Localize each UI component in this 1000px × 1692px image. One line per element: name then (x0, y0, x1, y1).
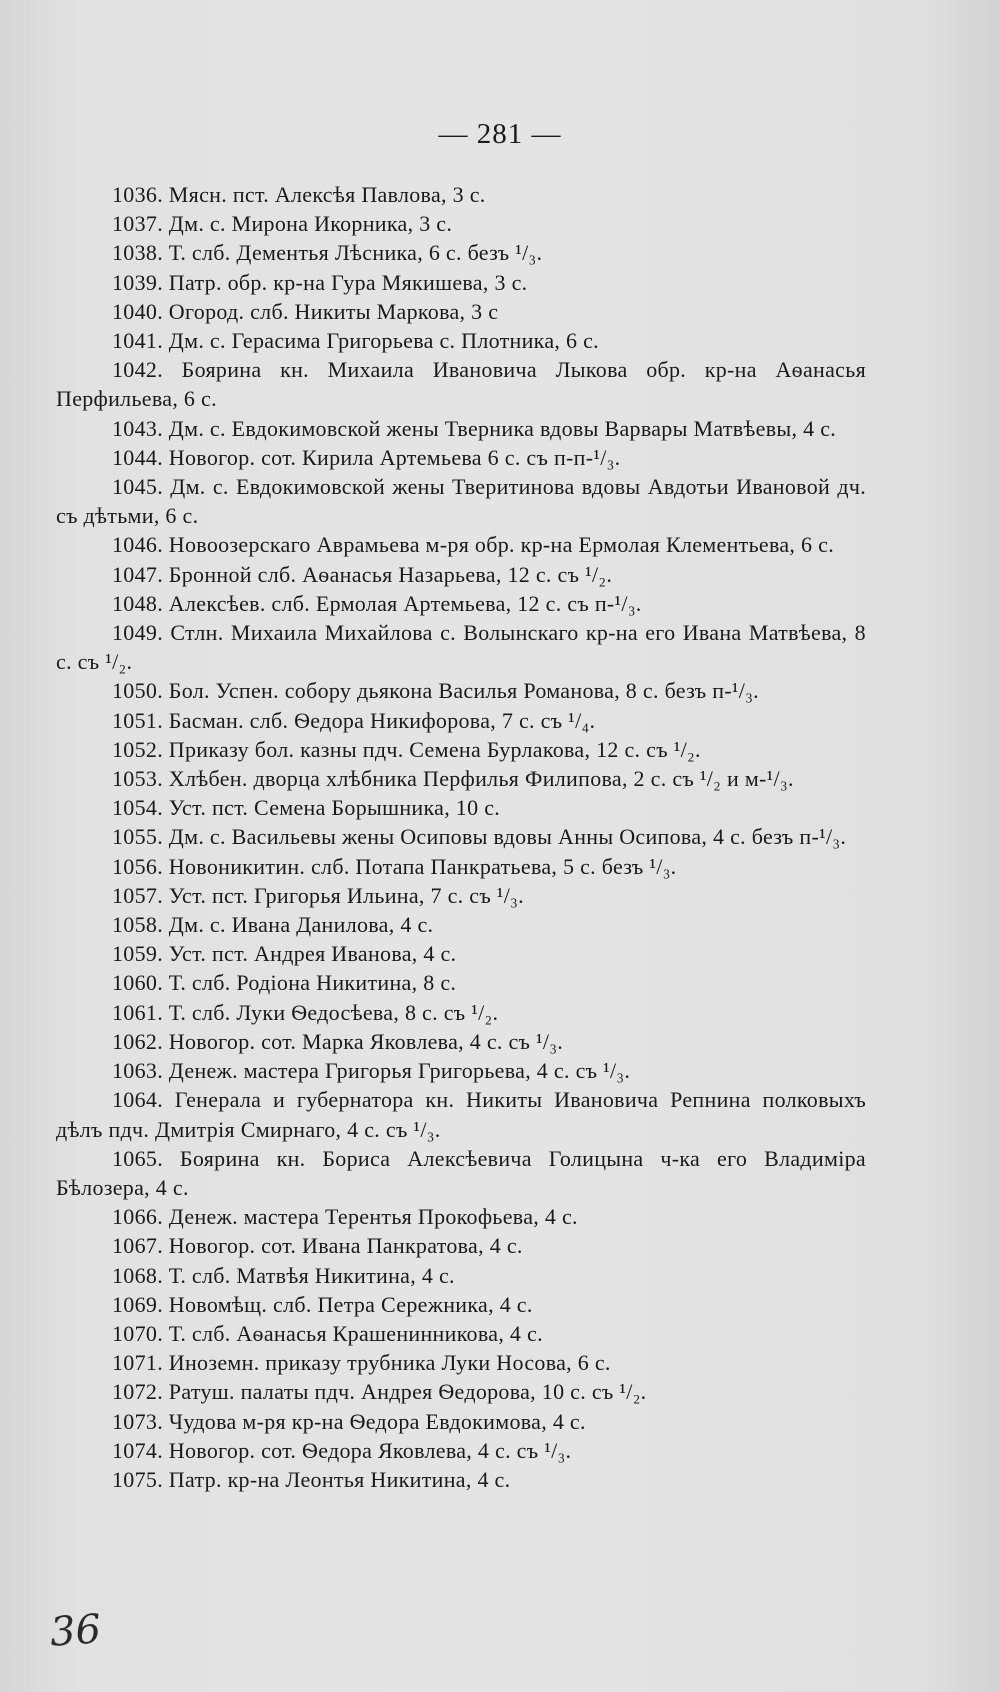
list-item: 1062. Новогор. сот. Марка Яковлева, 4 с. съ ¹/₃. (112, 1028, 564, 1054)
list-item: 1058. Дм. с. Ивана Данилова, 4 с. (112, 912, 434, 938)
list-item: 1045. Дм. с. Евдокимовской жены Тверитинова вдовы Авдотьи Ивановой дч. съ дѣтьми, 6 с. (56, 474, 866, 529)
list-item: 1037. Дм. с. Мирона Икорника, 3 с. (112, 211, 453, 237)
list-item: 1070. Т. слб. Аѳанасья Крашенинникова, 4 с. (112, 1320, 543, 1346)
list-item: 1046. Новоозерскаго Аврамьева м-ря обр. кр-на Ермолая Клементьева, 6 с. (112, 532, 834, 558)
list-item: 1074. Новогор. сот. Ѳедора Яковлева, 4 с. съ ¹/₃. (112, 1437, 572, 1463)
list-item: 1040. Огород. слб. Никиты Маркова, 3 с (112, 298, 499, 324)
list-item: 1067. Новогор. сот. Ивана Панкратова, 4 с. (112, 1233, 523, 1259)
list-item: 1042. Боярина кн. Михаила Ивановича Лыкова обр. кр-на Аѳанасья Перфильева, 6 с. (56, 357, 866, 412)
list-item: 1050. Бол. Успен. собору дьякона Василья Романова, 8 с. безъ п-¹/₃. (112, 678, 759, 704)
list-item: 1056. Новоникитин. слб. Потапа Панкратьева, 5 с. безъ ¹/₃. (112, 853, 677, 879)
entry-list (56, 180, 866, 1494)
list-item: 1048. Алексѣев. слб. Ермолая Артемьева, 12 с. съ п-¹/₃. (112, 590, 642, 616)
list-item: 1036. Мясн. пст. Алексѣя Павлова, 3 с. (112, 182, 486, 207)
list-item: 1044. Новогор. сот. Кирила Артемьева 6 с. съ п-п-¹/₃. (112, 444, 621, 470)
list-item: 1075. Патр. кр-на Леонтья Никитина, 4 с. (112, 1466, 511, 1492)
list-item: 1068. Т. слб. Матвѣя Никитина, 4 с. (112, 1262, 455, 1288)
list-item: 1039. Патр. обр. кр-на Гура Мякишева, 3 с. (112, 269, 528, 295)
list-item: 1038. Т. слб. Дементья Лѣсника, 6 с. безъ ¹/₃. (112, 240, 543, 266)
list-item: 1069. Новомѣщ. слб. Петра Сережника, 4 с. (112, 1291, 533, 1317)
list-item: 1071. Иноземн. приказу трубника Луки Носова, 6 с. (112, 1350, 611, 1376)
list-item: 1052. Приказу бол. казны пдч. Семена Бурлакова, 12 с. съ ¹/₂. (112, 736, 701, 762)
list-item: 1060. Т. слб. Родіона Никитина, 8 с. (112, 970, 457, 996)
list-item: 1064. Генерала и губернатора кн. Никиты Ивановича Репнина полковыхъ дѣлъ пдч. Дмитрія Смирнаго, 4 с. съ ¹/₃. (56, 1087, 866, 1142)
list-item: 1072. Ратуш. палаты пдч. Андрея Ѳедорова, 10 с. съ ¹/₂. (112, 1379, 647, 1405)
page-number: — 281 — (438, 118, 562, 150)
list-item: 1073. Чудова м-ря кр-на Ѳедора Евдокимова, 4 с. (112, 1408, 586, 1434)
list-item: 1047. Бронной слб. Аѳанасья Назарьева, 12 с. съ ¹/₂. (112, 561, 613, 587)
list-item: 1051. Басман. слб. Ѳедора Никифорова, 7 с. съ ¹/₄. (112, 707, 596, 733)
list-item: 1066. Денеж. мастера Терентья Прокофьева, 4 с. (112, 1204, 578, 1230)
handwritten-page-mark: 36 (48, 1606, 103, 1656)
list-item: 1055. Дм. с. Васильевы жены Осиповы вдовы Анны Осипова, 4 с. безъ п-¹/₃. (112, 824, 847, 850)
list-item: 1061. Т. слб. Луки Ѳедосѣева, 8 с. съ ¹/₂. (112, 999, 499, 1025)
list-item: 1043. Дм. с. Евдокимовской жены Тверника вдовы Варвары Матвѣевы, 4 с. (112, 415, 837, 441)
list-item: 1054. Уст. пст. Семена Борышника, 10 с. (112, 795, 501, 821)
list-item: 1041. Дм. с. Герасима Григорьева с. Плотника, 6 с. (112, 328, 599, 354)
list-item: 1065. Боярина кн. Бориса Алексѣевича Голицына ч-ка его Владиміра Бѣлозера, 4 с. (56, 1145, 866, 1200)
list-item: 1057. Уст. пст. Григорья Ильина, 7 с. съ ¹/₃. (112, 882, 524, 908)
list-item: 1049. Стлн. Михаила Михайлова с. Волынскаго кр-на его Ивана Матвѣева, 8 с. съ ¹/₂. (56, 620, 866, 675)
list-item: 1053. Хлѣбен. дворца хлѣбника Перфилья Филипова, 2 с. съ ¹/₂ и м-¹/₃. (112, 766, 794, 792)
list-item: 1059. Уст. пст. Андрея Иванова, 4 с. (112, 941, 457, 967)
list-item: 1063. Денеж. мастера Григорья Григорьева, 4 с. съ ¹/₃. (112, 1058, 631, 1084)
